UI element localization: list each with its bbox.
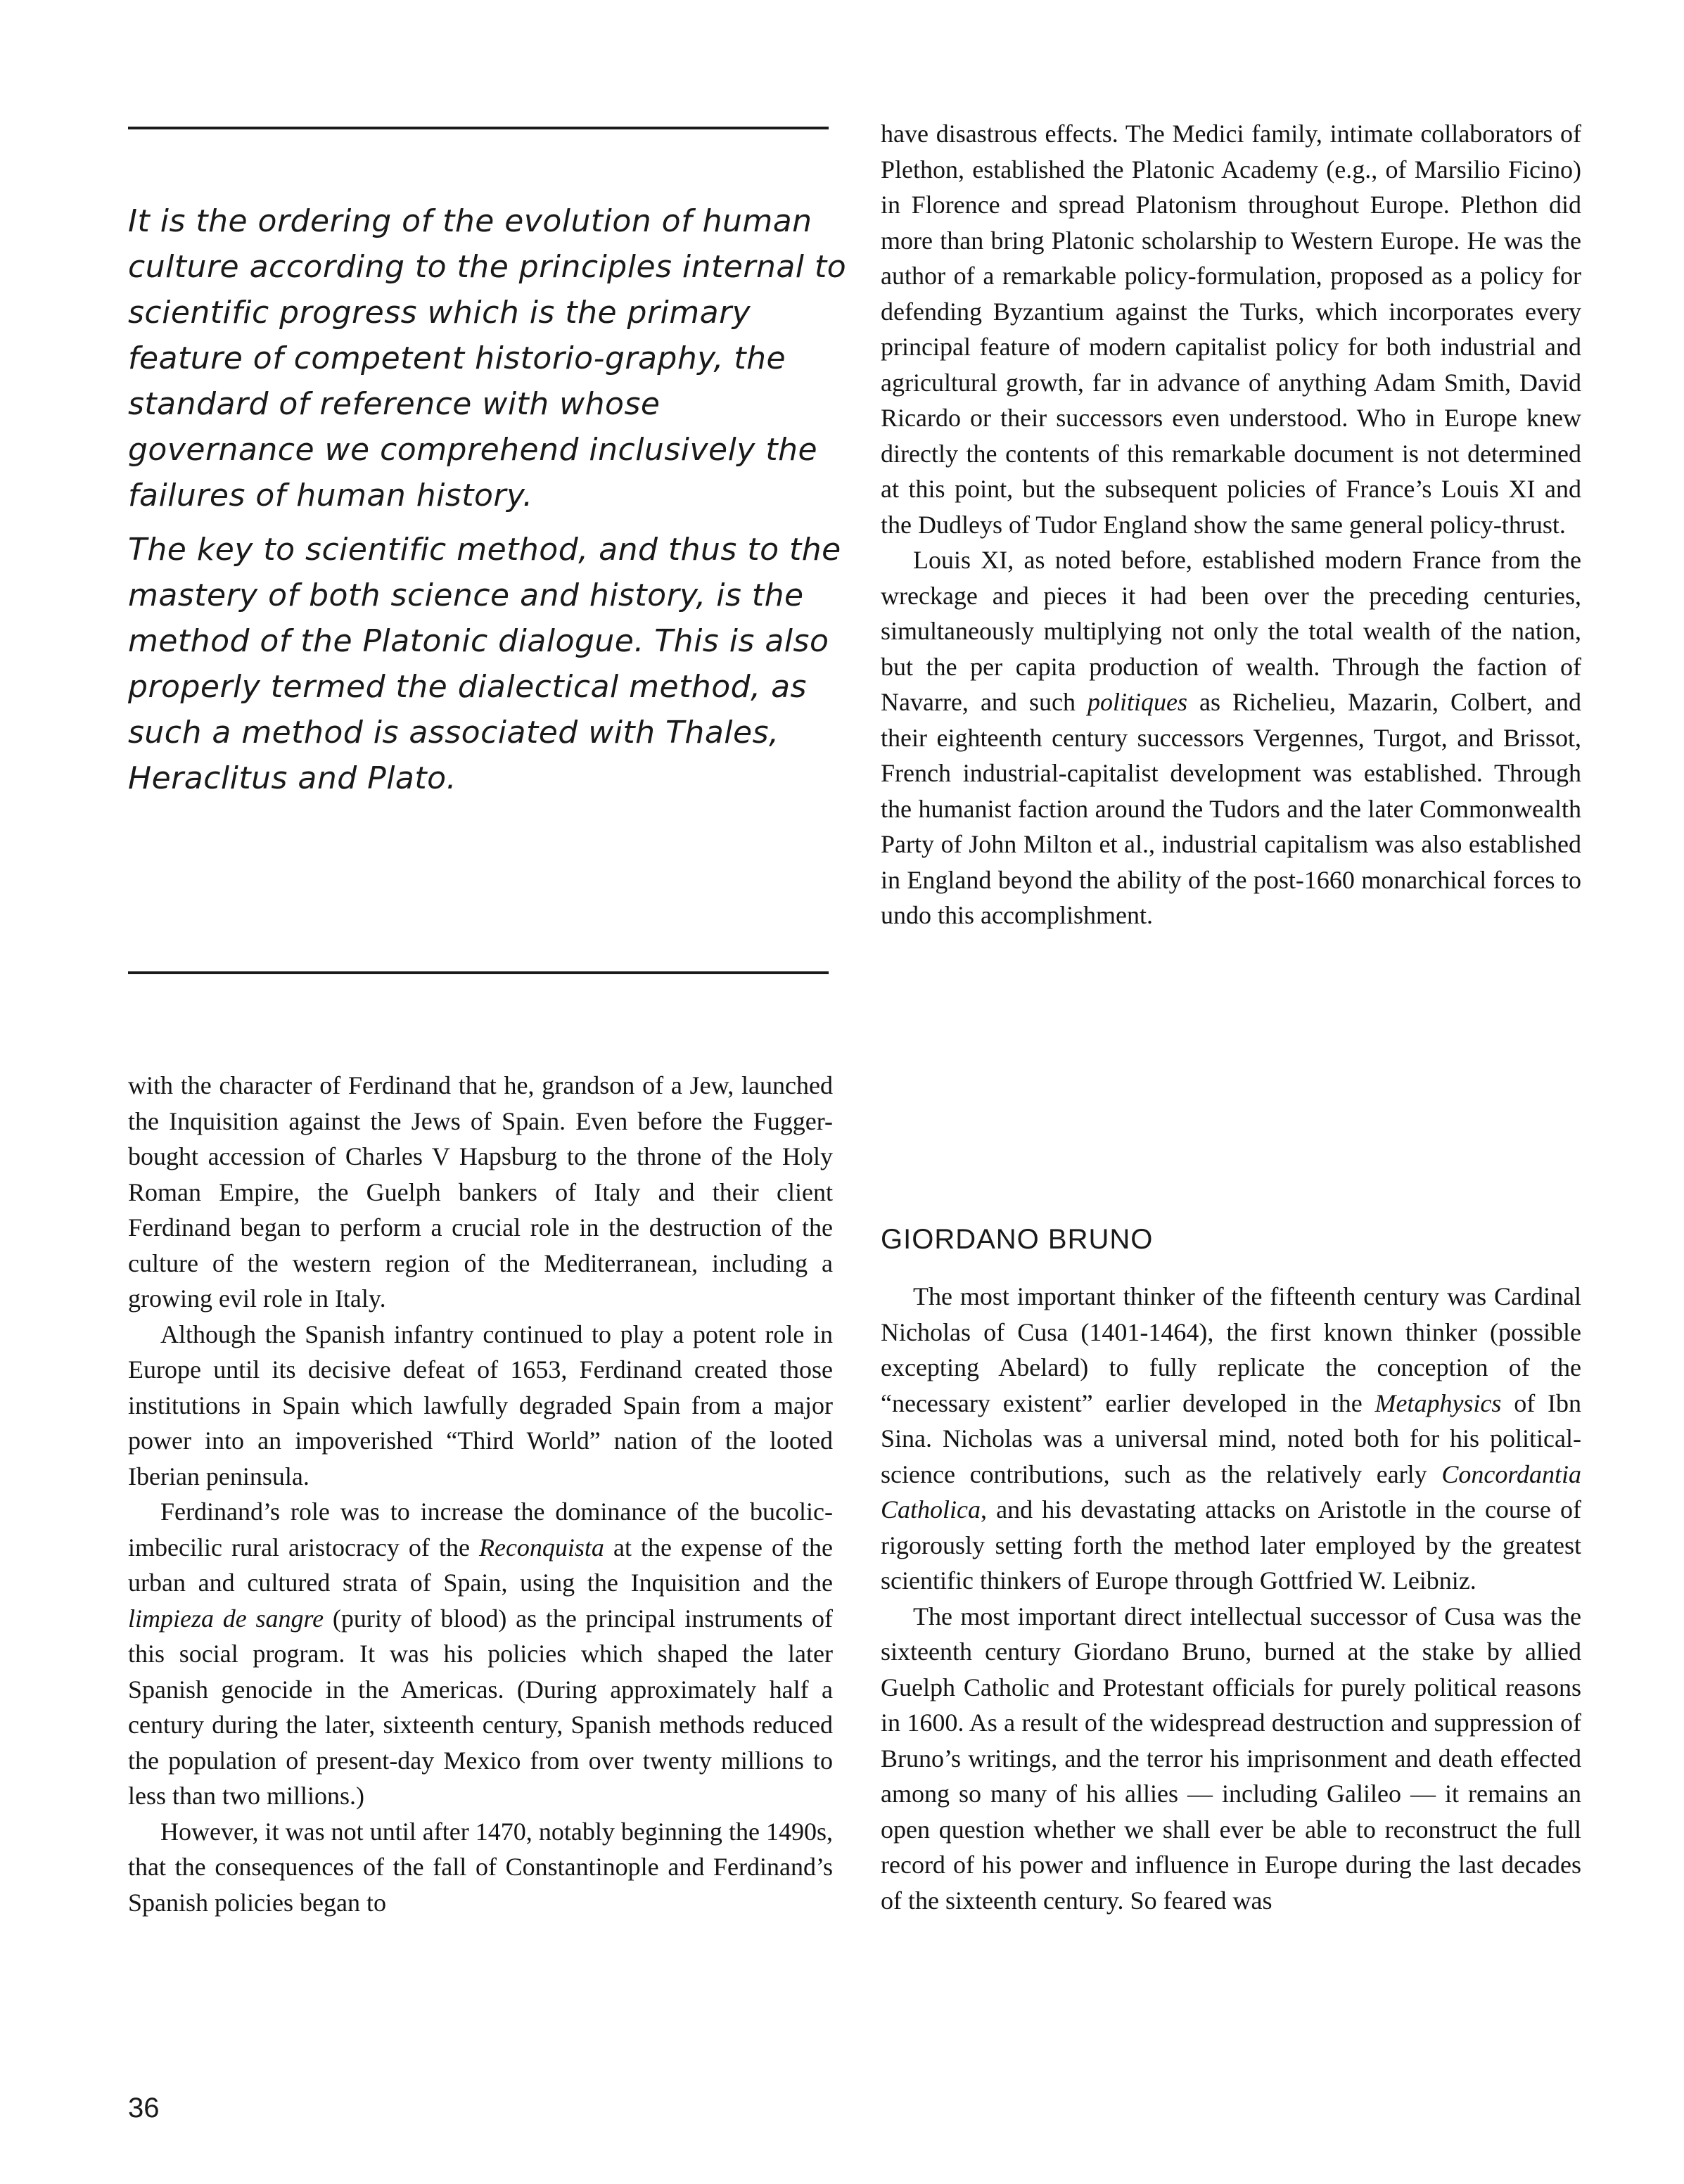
pull-quote-paragraph: The key to scientific method, and thus to the mastery of both science and history, is the method of the Platonic dialogue. This is also properly termed the dialectical method, as such a method is associated with Thales, Heraclitus and Plato.: [128, 532, 841, 796]
body-paragraph: The most important direct intellectual successor of Cusa was the sixteenth century Giordano Bruno, burned at the stake by allied Guelph Catholic and Protestant officials for purely political reasons in 1600. As a result of the widespread destruction and suppression of Bruno’s writings, and the terror his imprisonment and death effected among so many of his allies — including Galileo — it remains an open question whether we shall ever be able to reconstruct the full record of his power and influence in Europe during the last decades of the sixteenth century. So feared was: [881, 1602, 1581, 1915]
pull-quote-bottom-rule: [128, 971, 829, 974]
body-paragraph: Louis XI, as noted before, established modern France from the wreckage and pieces it had been over the preceding centuries, simultaneously multiplying not only the total wealth of the nation, but the per capita production of wealth. Through the faction of Navarre, and such politiques as Richelieu, Mazarin, Colbert, and their eighteenth century successors Vergennes, Turgot, and Brissot, French industrial-capitalist development was established. Through the humanist faction around the Tudors and the later Commonwealth Party of John Milton et al., industrial capitalism was also established in England beyond the ability of the post-1660 monarchical forces to undo this accomplishment.: [881, 546, 1581, 929]
italic-term: Reconquista: [478, 1533, 604, 1562]
body-paragraph: Although the Spanish infantry continued to play a potent role in Europe until its decisive defeat of 1653, Ferdinand created those institutions in Spain which lawfully degraded Spain from a major power into an impoverished “Third World” nation of the looted Iberian peninsula.: [128, 1320, 833, 1490]
right-text-column-bottom: [881, 1279, 1581, 1918]
body-paragraph: have disastrous effects. The Medici family, intimate collaborators of Plethon, established the Platonic Academy (e.g., of Marsilio Ficino) in Florence and spread Platonism throughout Europe. Plethon did more than bring Platonic scholarship to Western Europe. He was the author of a remarkable policy-formulation, proposed as a policy for defending Byzantium against the Turks, which incorporates every principal feature of modern capitalist policy for both industrial and agricultural growth, far in advance of anything Adam Smith, David Ricardo or their successors even understood. Who in Europe knew directly the contents of this remarkable document is not determined at this point, but the subsequent policies of France’s Louis XI and the Dudleys of Tudor England show the same general policy-thrust.: [881, 120, 1581, 539]
body-paragraph: with the character of Ferdinand that he, grandson of a Jew, launched the Inquisition against the Jews of Spain. Even before the Fugger-bought accession of Charles V Hapsburg to the throne of the Holy Roman Empire, the Guelph bankers of Italy and their client Ferdinand began to perform a crucial role in the destruction of the culture of the western region of the Mediterranean, including a growing evil role in Italy.: [128, 1071, 833, 1313]
italic-term: limpieza de sangre: [128, 1604, 324, 1633]
left-text-column: [128, 1068, 833, 1920]
right-text-column-top: [881, 116, 1581, 933]
page-number: 36: [128, 2093, 160, 2124]
italic-term: Concordantia Catholica: [881, 1460, 1581, 1524]
body-paragraph: Ferdinand’s role was to increase the dominance of the bucolic-imbecilic rural aristocracy of the Reconquista at the expense of the urban and cultured strata of Spain, using the Inquisition and the limpieza de sangre (purity of blood) as the principal instruments of this social program. It was his policies which shaped the later Spanish genocide in the Americas. (During approximately half a century during the later, sixteenth century, Spanish methods reduced the population of present-day Mexico from over twenty millions to less than two millions.): [128, 1497, 834, 1810]
italic-term: politiques: [1087, 688, 1187, 716]
body-paragraph: However, it was not until after 1470, notably beginning the 1490s, that the consequences of the fall of Constantinople and Ferdinand’s Spanish policies began to: [128, 1817, 833, 1917]
pull-quote-paragraph: It is the ordering of the evolution of human culture according to the principles internal to scientific progress which is the primary feature of competent historio-graphy, the standard of reference with whose governance we comprehend inclusively the failures of human history.: [128, 203, 847, 513]
section-heading: GIORDANO BRUNO: [881, 1224, 1154, 1255]
pull-quote-top-rule: [128, 127, 829, 129]
body-paragraph: The most important thinker of the fifteenth century was Cardinal Nicholas of Cusa (1401-1464), the first known thinker (possible excepting Abelard) to fully replicate the conception of the “necessary existent” earlier developed in the Metaphysics of Ibn Sina. Nicholas was a universal mind, noted both for his political-science contributions, such as the relatively early Concordantia Catholica, and his devastating attacks on Aristotle in the course of rigorously setting forth the method later employed by the greatest scientific thinkers of Europe through Gottfried W. Leibniz.: [881, 1282, 1581, 1595]
pull-quote: [128, 198, 853, 810]
italic-term: Metaphysics: [1374, 1388, 1502, 1417]
